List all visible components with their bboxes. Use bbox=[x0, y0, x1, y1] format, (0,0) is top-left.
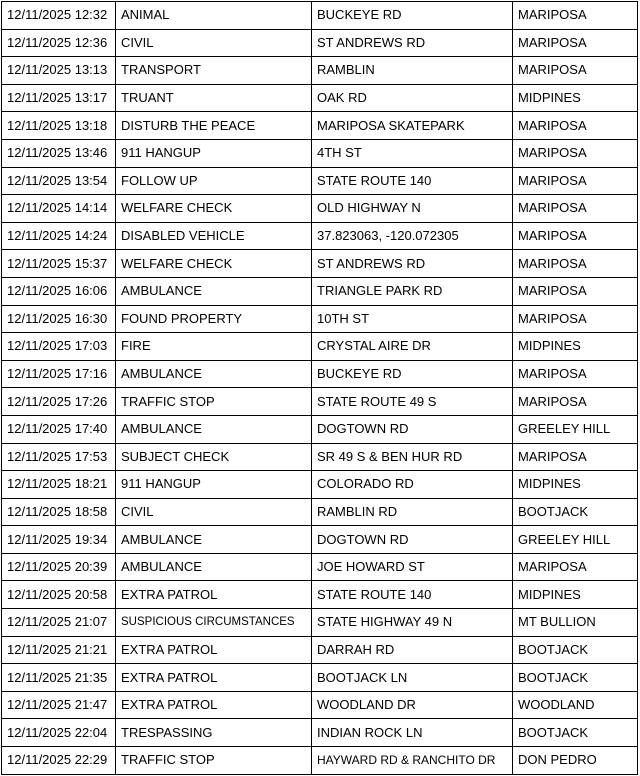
cell-datetime: 12/11/2025 13:17 bbox=[2, 84, 116, 112]
table-row bbox=[2, 250, 638, 278]
cell-call-type: SUSPICIOUS CIRCUMSTANCES bbox=[116, 609, 312, 637]
cell-city: GREELEY HILL bbox=[513, 415, 638, 443]
cell-city: MARIPOSA bbox=[513, 29, 638, 57]
table-row bbox=[2, 719, 638, 747]
cell-call-type: FIRE bbox=[116, 333, 312, 361]
cell-datetime: 12/11/2025 17:53 bbox=[2, 443, 116, 471]
cell-call-type: AMBULANCE bbox=[116, 277, 312, 305]
cell-call-type: 911 HANGUP bbox=[116, 139, 312, 167]
cell-location: SR 49 S & BEN HUR RD bbox=[312, 443, 513, 471]
cell-city: MARIPOSA bbox=[513, 112, 638, 140]
table-row bbox=[2, 581, 638, 609]
call-log-table bbox=[1, 1, 638, 775]
cell-location: STATE ROUTE 49 S bbox=[312, 388, 513, 416]
table-row bbox=[2, 471, 638, 499]
table-row bbox=[2, 84, 638, 112]
cell-location: ST ANDREWS RD bbox=[312, 29, 513, 57]
cell-call-type: ANIMAL bbox=[116, 2, 312, 30]
cell-call-type: SUBJECT CHECK bbox=[116, 443, 312, 471]
cell-city: MT BULLION bbox=[513, 609, 638, 637]
cell-call-type: EXTRA PATROL bbox=[116, 664, 312, 692]
cell-location: OAK RD bbox=[312, 84, 513, 112]
cell-datetime: 12/11/2025 13:54 bbox=[2, 167, 116, 195]
cell-city: MIDPINES bbox=[513, 84, 638, 112]
cell-call-type: DISABLED VEHICLE bbox=[116, 222, 312, 250]
call-log-body bbox=[2, 2, 638, 775]
cell-datetime: 12/11/2025 21:35 bbox=[2, 664, 116, 692]
table-row bbox=[2, 305, 638, 333]
table-row bbox=[2, 167, 638, 195]
cell-location: 10TH ST bbox=[312, 305, 513, 333]
cell-datetime: 12/11/2025 13:46 bbox=[2, 139, 116, 167]
cell-city: MARIPOSA bbox=[513, 305, 638, 333]
cell-city: DON PEDRO bbox=[513, 747, 638, 775]
cell-location: STATE ROUTE 140 bbox=[312, 167, 513, 195]
table-row bbox=[2, 195, 638, 223]
cell-location: DOGTOWN RD bbox=[312, 526, 513, 554]
cell-datetime: 12/11/2025 13:13 bbox=[2, 57, 116, 85]
table-row bbox=[2, 553, 638, 581]
cell-datetime: 12/11/2025 17:40 bbox=[2, 415, 116, 443]
cell-datetime: 12/11/2025 18:21 bbox=[2, 471, 116, 499]
cell-datetime: 12/11/2025 21:47 bbox=[2, 691, 116, 719]
cell-city: MARIPOSA bbox=[513, 277, 638, 305]
cell-location: 4TH ST bbox=[312, 139, 513, 167]
cell-location: OLD HIGHWAY N bbox=[312, 195, 513, 223]
cell-call-type: FOUND PROPERTY bbox=[116, 305, 312, 333]
cell-city: MIDPINES bbox=[513, 333, 638, 361]
table-row bbox=[2, 443, 638, 471]
cell-location: ST ANDREWS RD bbox=[312, 250, 513, 278]
cell-location: BUCKEYE RD bbox=[312, 360, 513, 388]
cell-call-type: EXTRA PATROL bbox=[116, 581, 312, 609]
cell-call-type: WELFARE CHECK bbox=[116, 195, 312, 223]
cell-city: BOOTJACK bbox=[513, 719, 638, 747]
cell-city: GREELEY HILL bbox=[513, 526, 638, 554]
cell-call-type: 911 HANGUP bbox=[116, 471, 312, 499]
cell-city: BOOTJACK bbox=[513, 498, 638, 526]
cell-city: MARIPOSA bbox=[513, 553, 638, 581]
cell-location: DARRAH RD bbox=[312, 636, 513, 664]
cell-datetime: 12/11/2025 20:39 bbox=[2, 553, 116, 581]
cell-datetime: 12/11/2025 14:14 bbox=[2, 195, 116, 223]
cell-datetime: 12/11/2025 18:58 bbox=[2, 498, 116, 526]
cell-location: BUCKEYE RD bbox=[312, 2, 513, 30]
cell-call-type: TRANSPORT bbox=[116, 57, 312, 85]
table-row bbox=[2, 498, 638, 526]
cell-city: WOODLAND bbox=[513, 691, 638, 719]
cell-datetime: 12/11/2025 20:58 bbox=[2, 581, 116, 609]
cell-call-type: TRAFFIC STOP bbox=[116, 388, 312, 416]
table-row bbox=[2, 29, 638, 57]
cell-datetime: 12/11/2025 16:06 bbox=[2, 277, 116, 305]
table-row bbox=[2, 360, 638, 388]
table-row bbox=[2, 333, 638, 361]
cell-call-type: DISTURB THE PEACE bbox=[116, 112, 312, 140]
cell-location: HAYWARD RD & RANCHITO DR bbox=[312, 747, 513, 775]
cell-call-type: TRAFFIC STOP bbox=[116, 747, 312, 775]
cell-location: JOE HOWARD ST bbox=[312, 553, 513, 581]
table-row bbox=[2, 139, 638, 167]
table-row bbox=[2, 747, 638, 775]
cell-city: MARIPOSA bbox=[513, 2, 638, 30]
cell-city: MARIPOSA bbox=[513, 250, 638, 278]
cell-city: MARIPOSA bbox=[513, 139, 638, 167]
cell-location: RAMBLIN RD bbox=[312, 498, 513, 526]
cell-datetime: 12/11/2025 12:32 bbox=[2, 2, 116, 30]
cell-call-type: TRUANT bbox=[116, 84, 312, 112]
table-row bbox=[2, 277, 638, 305]
cell-location: STATE ROUTE 140 bbox=[312, 581, 513, 609]
cell-location: WOODLAND DR bbox=[312, 691, 513, 719]
cell-datetime: 12/11/2025 22:29 bbox=[2, 747, 116, 775]
cell-city: BOOTJACK bbox=[513, 664, 638, 692]
cell-city: MARIPOSA bbox=[513, 360, 638, 388]
cell-location: RAMBLIN bbox=[312, 57, 513, 85]
cell-datetime: 12/11/2025 15:37 bbox=[2, 250, 116, 278]
cell-call-type: AMBULANCE bbox=[116, 415, 312, 443]
cell-city: MARIPOSA bbox=[513, 167, 638, 195]
cell-datetime: 12/11/2025 17:16 bbox=[2, 360, 116, 388]
cell-call-type: AMBULANCE bbox=[116, 360, 312, 388]
cell-call-type: TRESPASSING bbox=[116, 719, 312, 747]
cell-location: BOOTJACK LN bbox=[312, 664, 513, 692]
table-row bbox=[2, 636, 638, 664]
cell-city: MARIPOSA bbox=[513, 222, 638, 250]
cell-call-type: FOLLOW UP bbox=[116, 167, 312, 195]
cell-location: STATE HIGHWAY 49 N bbox=[312, 609, 513, 637]
table-row bbox=[2, 2, 638, 30]
cell-call-type: AMBULANCE bbox=[116, 526, 312, 554]
table-row bbox=[2, 415, 638, 443]
cell-datetime: 12/11/2025 22:04 bbox=[2, 719, 116, 747]
cell-call-type: WELFARE CHECK bbox=[116, 250, 312, 278]
cell-location: MARIPOSA SKATEPARK bbox=[312, 112, 513, 140]
table-row bbox=[2, 222, 638, 250]
cell-datetime: 12/11/2025 13:18 bbox=[2, 112, 116, 140]
table-row bbox=[2, 112, 638, 140]
cell-city: MARIPOSA bbox=[513, 443, 638, 471]
cell-location: DOGTOWN RD bbox=[312, 415, 513, 443]
table-row bbox=[2, 664, 638, 692]
cell-city: MARIPOSA bbox=[513, 195, 638, 223]
cell-call-type: EXTRA PATROL bbox=[116, 691, 312, 719]
table-row bbox=[2, 691, 638, 719]
cell-location: 37.823063, -120.072305 bbox=[312, 222, 513, 250]
cell-call-type: CIVIL bbox=[116, 498, 312, 526]
cell-call-type: CIVIL bbox=[116, 29, 312, 57]
cell-city: BOOTJACK bbox=[513, 636, 638, 664]
cell-datetime: 12/11/2025 16:30 bbox=[2, 305, 116, 333]
table-row bbox=[2, 609, 638, 637]
cell-city: MARIPOSA bbox=[513, 388, 638, 416]
cell-city: MIDPINES bbox=[513, 471, 638, 499]
cell-city: MIDPINES bbox=[513, 581, 638, 609]
cell-city: MARIPOSA bbox=[513, 57, 638, 85]
cell-datetime: 12/11/2025 12:36 bbox=[2, 29, 116, 57]
cell-datetime: 12/11/2025 17:26 bbox=[2, 388, 116, 416]
cell-datetime: 12/11/2025 17:03 bbox=[2, 333, 116, 361]
cell-location: CRYSTAL AIRE DR bbox=[312, 333, 513, 361]
table-row bbox=[2, 526, 638, 554]
cell-call-type: AMBULANCE bbox=[116, 553, 312, 581]
cell-call-type: EXTRA PATROL bbox=[116, 636, 312, 664]
cell-location: COLORADO RD bbox=[312, 471, 513, 499]
cell-location: TRIANGLE PARK RD bbox=[312, 277, 513, 305]
table-row bbox=[2, 57, 638, 85]
cell-datetime: 12/11/2025 19:34 bbox=[2, 526, 116, 554]
cell-datetime: 12/11/2025 21:21 bbox=[2, 636, 116, 664]
table-row bbox=[2, 388, 638, 416]
cell-location: INDIAN ROCK LN bbox=[312, 719, 513, 747]
cell-datetime: 12/11/2025 21:07 bbox=[2, 609, 116, 637]
cell-datetime: 12/11/2025 14:24 bbox=[2, 222, 116, 250]
